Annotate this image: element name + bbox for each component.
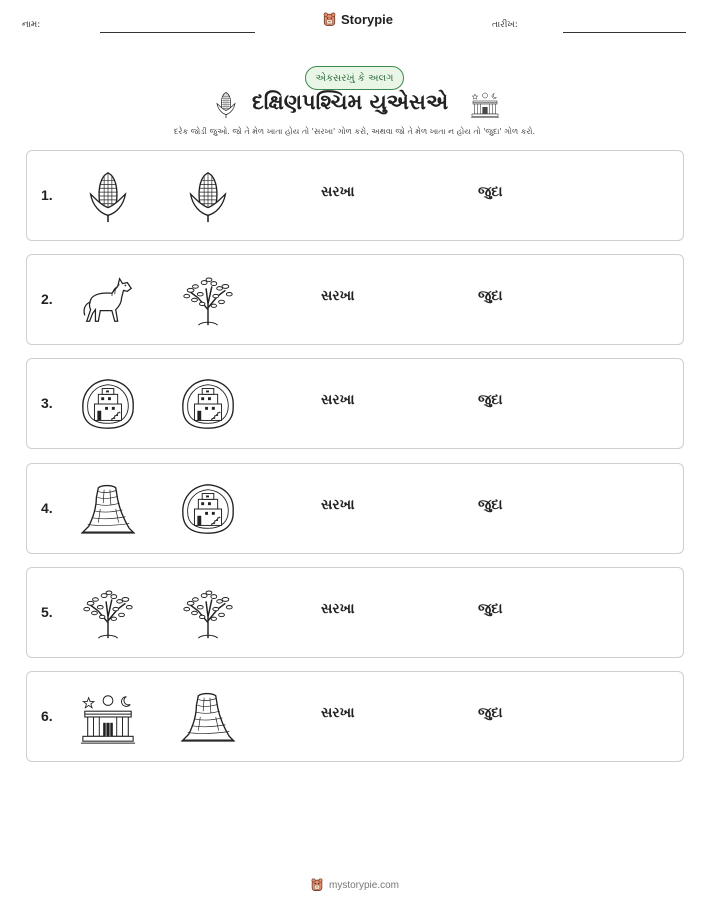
- storypie-mascot-icon: [310, 878, 324, 892]
- name-label: નામ:: [22, 20, 41, 30]
- different-option[interactable]: જુદા: [478, 600, 503, 617]
- same-option[interactable]: સરખા: [321, 600, 355, 617]
- corn-icon: [79, 166, 137, 226]
- same-option[interactable]: સરખા: [321, 705, 355, 721]
- question-number: 2.: [41, 291, 53, 308]
- same-option[interactable]: સરખા: [321, 184, 355, 200]
- question-number: 4.: [41, 499, 53, 516]
- question-row: [26, 463, 684, 554]
- pueblo-temple-icon: [470, 88, 500, 120]
- same-option[interactable]: સરખા: [321, 496, 355, 513]
- different-option[interactable]: જુદા: [478, 705, 503, 721]
- question-row: [26, 567, 684, 658]
- question-row: [26, 254, 684, 345]
- pueblo-temple-icon: [79, 687, 137, 747]
- mesa-rock-icon: [179, 687, 237, 747]
- same-option[interactable]: સરખા: [321, 288, 355, 305]
- question-row: [26, 150, 684, 241]
- date-label: તારીખ:: [492, 20, 518, 30]
- cliff-dwelling-icon: [179, 374, 237, 434]
- different-option[interactable]: જુદા: [478, 288, 503, 305]
- storypie-mascot-icon: [322, 12, 337, 27]
- question-number: 1.: [41, 187, 53, 203]
- name-line: [100, 32, 255, 33]
- date-line: [563, 32, 686, 33]
- cliff-dwelling-icon: [79, 374, 137, 434]
- topic-pill: એકસરખું કે અલગ: [305, 66, 404, 90]
- question-number: 6.: [41, 708, 53, 724]
- different-option[interactable]: જુદા: [478, 496, 503, 513]
- page-title: દક્ષિણપશ્ચિમ યુએસએ: [252, 90, 449, 114]
- horse-icon: [79, 270, 137, 330]
- shrub-icon: [179, 583, 237, 643]
- question-row: [26, 671, 684, 762]
- cliff-dwelling-icon: [179, 479, 237, 539]
- question-row: [26, 358, 684, 449]
- footer-url: mystorypie.com: [328, 879, 399, 891]
- corn-icon: [215, 88, 237, 122]
- different-option[interactable]: જુદા: [478, 392, 503, 409]
- worksheet-header: [0, 0, 709, 50]
- different-option[interactable]: જુદા: [478, 184, 503, 200]
- corn-icon: [179, 166, 237, 226]
- footer: [0, 878, 709, 892]
- mesa-rock-icon: [79, 479, 137, 539]
- instructions: દરેક જોડી જુઓ. જો તે મેળ ખાતા હોય તો 'સરખા' ગોળ કરો, અથવા જો તે મેળ ખાતા ન હોય તો 'જુદા' ગોળ કરો.: [173, 127, 536, 136]
- question-number: 5.: [41, 603, 53, 620]
- question-number: 3.: [41, 395, 53, 412]
- brand-name: Storypie: [341, 12, 394, 27]
- brand-logo: [322, 12, 393, 27]
- shrub-icon: [179, 270, 237, 330]
- shrub-icon: [79, 583, 137, 643]
- title-row: [0, 88, 709, 124]
- same-option[interactable]: સરખા: [321, 392, 355, 409]
